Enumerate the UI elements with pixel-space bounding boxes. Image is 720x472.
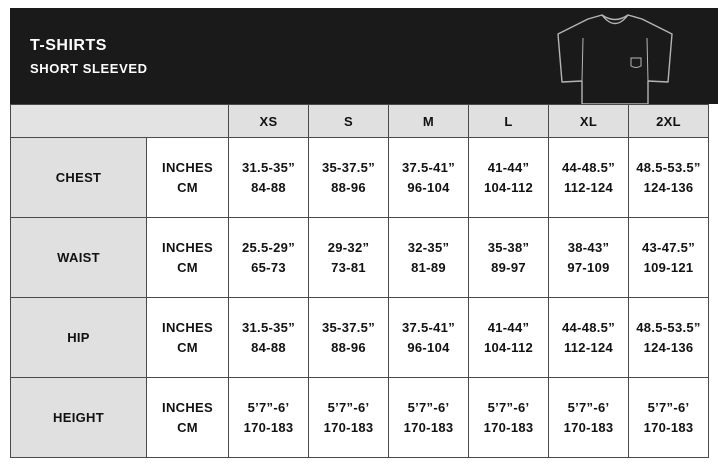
row-label: CHEST [11,138,147,218]
unit-inches: INCHES [162,319,213,335]
measure-cell [469,378,549,458]
table-row [11,138,709,218]
inches-value: 5’7”-6’ [647,399,690,415]
product-subtitle: SHORT SLEEVED [30,61,148,76]
unit-label-cell [147,378,229,458]
cm-value: 73-81 [331,259,366,275]
inches-value: 31.5-35” [242,159,295,175]
cm-value: 84-88 [251,339,286,355]
inches-value: 44-48.5” [562,319,615,335]
cm-value: 170-183 [563,419,614,435]
product-title: T-SHIRTS [30,37,107,54]
unit-cm: CM [177,419,198,435]
header-corner [11,105,229,138]
inches-value: 37.5-41” [402,319,455,335]
cm-value: 124-136 [643,179,694,195]
measure-cell [389,138,469,218]
cm-value: 89-97 [491,259,526,275]
size-chart-table [10,104,709,458]
cm-value: 170-183 [643,419,694,435]
measure-cell [469,138,549,218]
size-header-row [11,105,709,138]
inches-value: 35-37.5” [322,319,375,335]
measure-cell [309,218,389,298]
inches-value: 37.5-41” [402,159,455,175]
measure-cell [389,218,469,298]
unit-label-cell [147,218,229,298]
cm-value: 96-104 [407,339,450,355]
row-label: HEIGHT [11,378,147,458]
measure-cell [469,298,549,378]
inches-value: 31.5-35” [242,319,295,335]
unit-inches: INCHES [162,239,213,255]
inches-value: 35-37.5” [322,159,375,175]
cm-value: 97-109 [567,259,610,275]
inches-value: 32-35” [407,239,450,255]
measure-cell [629,298,709,378]
cm-value: 109-121 [643,259,694,275]
inches-value: 5’7”-6’ [567,399,610,415]
unit-cm: CM [177,259,198,275]
size-header: XS [229,105,309,138]
inches-value: 48.5-53.5” [636,159,701,175]
table-row [11,378,709,458]
inches-value: 41-44” [487,319,530,335]
cm-value: 170-183 [243,419,294,435]
inches-value: 5’7”-6’ [247,399,290,415]
measure-cell [629,218,709,298]
measure-cell [389,298,469,378]
inches-value: 38-43” [567,239,610,255]
cm-value: 170-183 [483,419,534,435]
cm-value: 104-112 [483,179,534,195]
inches-value: 35-38” [487,239,530,255]
cm-value: 84-88 [251,179,286,195]
measure-cell [229,138,309,218]
inches-value: 5’7”-6’ [407,399,450,415]
inches-value: 5’7”-6’ [487,399,530,415]
measure-cell [229,378,309,458]
measure-cell [229,218,309,298]
inches-value: 44-48.5” [562,159,615,175]
cm-value: 96-104 [407,179,450,195]
row-label: WAIST [11,218,147,298]
inches-value: 48.5-53.5” [636,319,701,335]
measure-cell [469,218,549,298]
inches-value: 29-32” [327,239,370,255]
unit-label-cell [147,298,229,378]
table-row [11,218,709,298]
unit-cm: CM [177,179,198,195]
inches-value: 5’7”-6’ [327,399,370,415]
inches-value: 41-44” [487,159,530,175]
size-header: 2XL [629,105,709,138]
measure-cell [549,298,629,378]
unit-inches: INCHES [162,159,213,175]
cm-value: 81-89 [411,259,446,275]
row-label: HIP [11,298,147,378]
size-header: L [469,105,549,138]
cm-value: 170-183 [403,419,454,435]
cm-value: 124-136 [643,339,694,355]
measure-cell [389,378,469,458]
size-header: M [389,105,469,138]
measure-cell [629,378,709,458]
cm-value: 88-96 [331,339,366,355]
size-header: XL [549,105,629,138]
size-chart-panel [10,8,718,464]
unit-inches: INCHES [162,399,213,415]
table-row [11,298,709,378]
chart-header [10,8,718,104]
measure-cell [549,218,629,298]
size-header: S [309,105,389,138]
inches-value: 43-47.5” [642,239,695,255]
tshirt-icon [550,12,680,104]
inches-value: 25.5-29” [242,239,295,255]
unit-label-cell [147,138,229,218]
measure-cell [309,138,389,218]
cm-value: 112-124 [563,179,614,195]
cm-value: 65-73 [251,259,286,275]
cm-value: 170-183 [323,419,374,435]
cm-value: 88-96 [331,179,366,195]
cm-value: 104-112 [483,339,534,355]
measure-cell [309,378,389,458]
measure-cell [309,298,389,378]
measure-cell [549,378,629,458]
cm-value: 112-124 [563,339,614,355]
measure-cell [629,138,709,218]
measure-cell [549,138,629,218]
measure-cell [229,298,309,378]
unit-cm: CM [177,339,198,355]
